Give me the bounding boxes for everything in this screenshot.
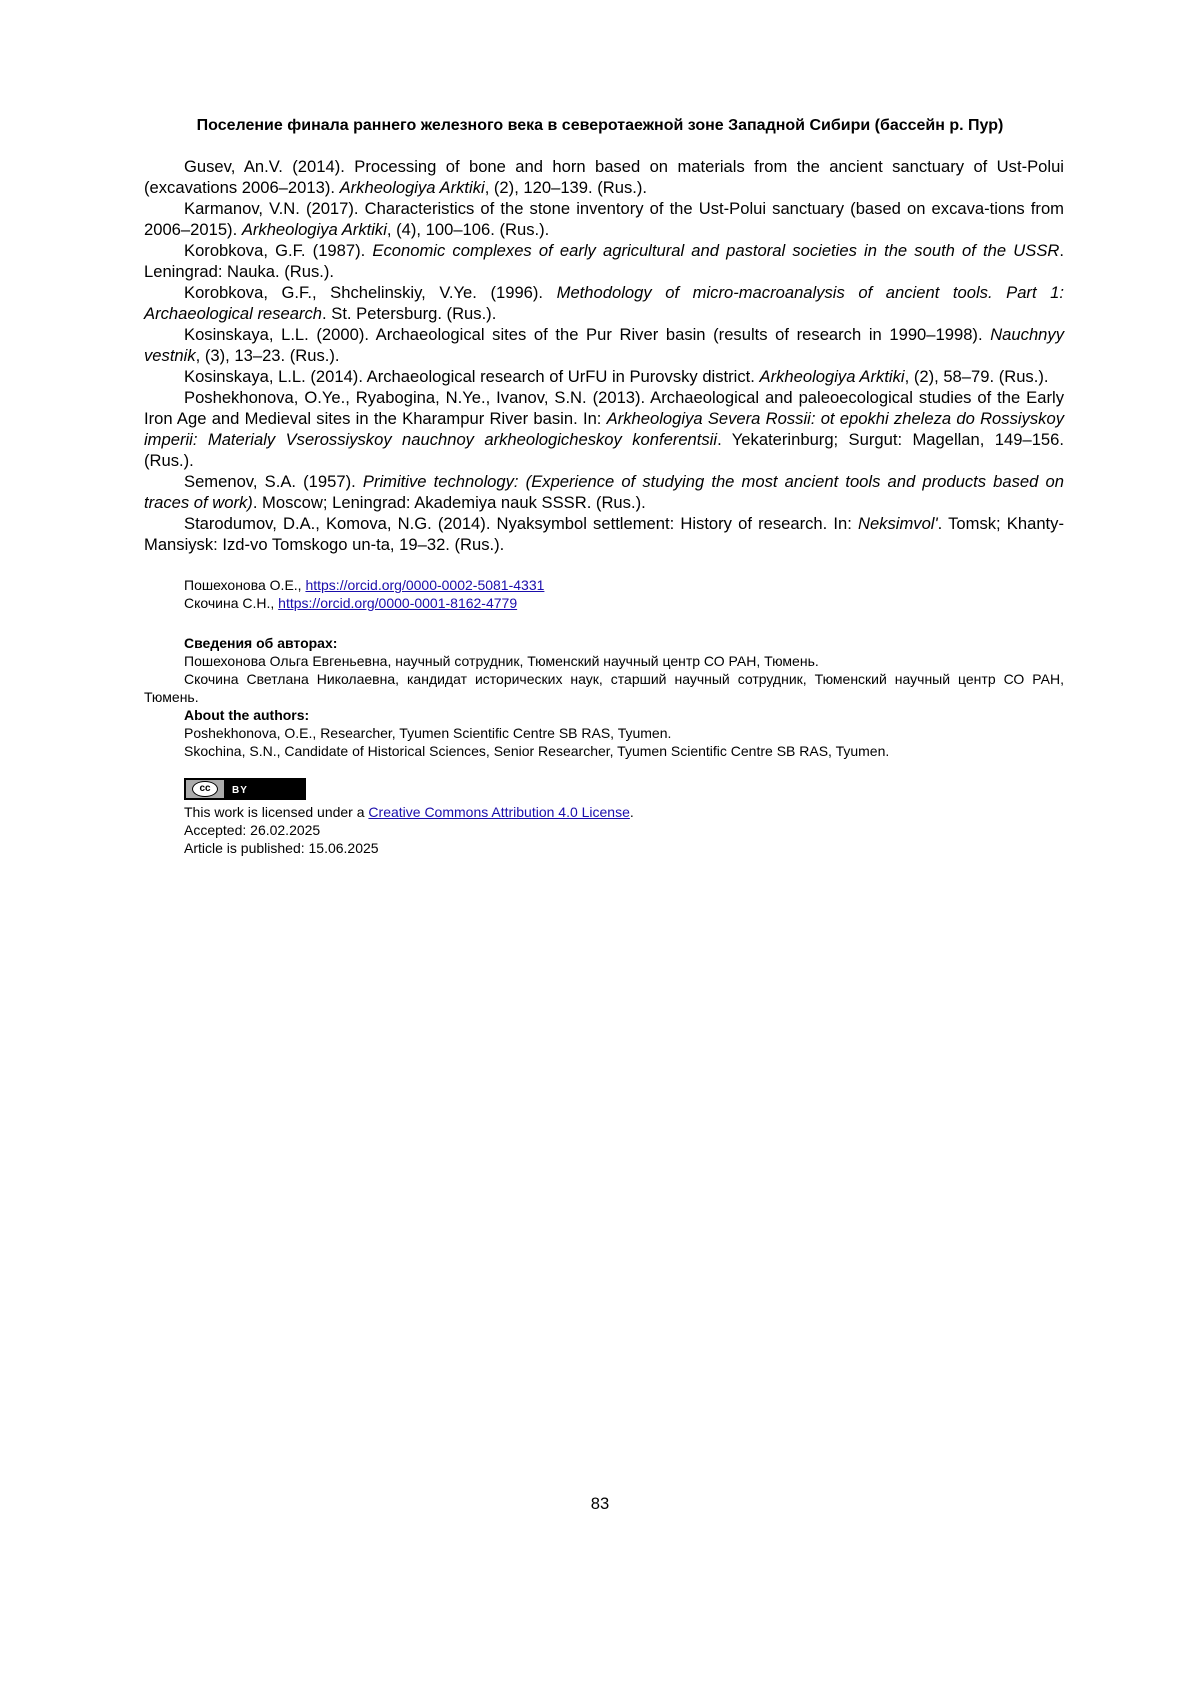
reference-source: Arkheologiya Arktiki	[759, 367, 905, 386]
author-ru-line: Пошехонова Ольга Евгеньевна, научный сотрудник, Тюменский научный центр СО РАН, Тюмень.	[184, 653, 819, 669]
references-list	[144, 156, 1064, 555]
orcid-list	[144, 576, 1104, 612]
reference-source: Methodology of micro-macroanalysis of ancient tools. Part 1: Archaeological research	[144, 283, 1064, 323]
orcid-item	[184, 576, 1104, 594]
reference-details: . Moscow; Leningrad: Akademiya nauk SSSR. (Rus.).	[252, 493, 646, 512]
cc-by-badge[interactable]	[184, 778, 306, 800]
accepted-date: Accepted: 26.02.2025	[184, 822, 321, 838]
reference-details: . Yekaterinburg; Surgut: Magellan, 149–156. (Rus.).	[144, 430, 1064, 470]
reference-source: Economic complexes of early agricultural and pastoral societies in the south of the USSR	[372, 241, 1060, 260]
reference-source: Nauchnyy vestnik	[144, 325, 1064, 365]
reference-text: Kosinskaya, L.L. (2014). Archaeological research of UrFU in Purovsky district.	[184, 367, 760, 386]
license-text-pre: This work is licensed under a	[184, 804, 369, 820]
reference-text: Korobkova, G.F. (1987).	[184, 241, 373, 260]
orcid-item	[184, 594, 1104, 612]
page-number: 83	[590, 1494, 610, 1513]
orcid-author-name: Пошехонова О.Е.,	[184, 577, 306, 593]
reference-item	[144, 513, 1064, 555]
reference-text: Kosinskaya, L.L. (2000). Archaeological sites of the Pur River basin (results of research in 1990–1998).	[184, 325, 991, 344]
orcid-author-name: Скочина С.Н.,	[184, 595, 279, 611]
reference-details: , (4), 100–106. (Rus.).	[386, 220, 550, 239]
reference-item	[144, 198, 1064, 240]
license-link[interactable]: Creative Commons Attribution 4.0 License	[368, 804, 630, 820]
reference-item	[144, 240, 1064, 282]
cc-badge-left	[186, 780, 224, 798]
reference-source: Arkheologiya Arktiki	[241, 220, 387, 239]
reference-text: Poshekhonova, O.Ye., Ryabogina, N.Ye., Ivanov, S.N. (2013). Archaeological and paleoecological studies of the Early Iron Age and Medieval sites in the Kharampur River basin. In:	[144, 388, 1064, 428]
reference-source: Arkheologiya Arktiki	[339, 178, 485, 197]
reference-details: . Leningrad: Nauka. (Rus.).	[144, 241, 1064, 281]
orcid-link[interactable]: https://orcid.org/0000-0001-8162-4779	[278, 595, 518, 611]
reference-source: Primitive technology: (Experience of studying the most ancient tools and products based on traces of work)	[144, 472, 1064, 512]
reference-details: , (2), 58–79. (Rus.).	[904, 367, 1049, 386]
reference-details: , (3), 13–23. (Rus.).	[195, 346, 340, 365]
reference-item	[144, 324, 1064, 366]
reference-details: , (2), 120–139. (Rus.).	[484, 178, 648, 197]
reference-details: . St. Petersburg. (Rus.).	[322, 304, 497, 323]
reference-details: . Tomsk; Khanty-Mansiysk: Izd-vo Tomskogo un-ta, 19–32. (Rus.).	[144, 514, 1064, 554]
license-text	[184, 803, 634, 821]
license-text-post: .	[629, 804, 634, 820]
authors-ru-heading: Сведения об авторах:	[184, 635, 338, 651]
published-date: Article is published: 15.06.2025	[184, 840, 379, 856]
reference-text: Karmanov, V.N. (2017). Characteristics of the stone inventory of the Ust-Polui sanctuary (based on excava-tions from 2006–2015).	[144, 199, 1064, 239]
reference-text: Korobkova, G.F., Shchelinskiy, V.Ye. (1996).	[184, 283, 557, 302]
authors-info	[144, 634, 1064, 760]
running-header-title: Поселение финала раннего железного века в северотаежной зоне Западной Сибири (бассейн р. Пур)	[196, 117, 1004, 134]
author-en-line: Poshekhonova, O.E., Researcher, Tyumen Scientific Centre SB RAS, Tyumen.	[184, 725, 672, 741]
reference-item	[144, 471, 1064, 513]
cc-icon: cc	[192, 781, 218, 797]
author-ru-line: Скочина Светлана Николаевна, кандидат исторических наук, старший научный сотрудник, Тюменский научный центр СО РАН, Тюмень.	[144, 671, 1064, 705]
orcid-link[interactable]: https://orcid.org/0000-0002-5081-4331	[305, 577, 545, 593]
reference-item	[144, 387, 1064, 471]
reference-item	[144, 156, 1064, 198]
by-icon: BY	[232, 785, 248, 796]
authors-en-heading: About the authors:	[184, 707, 310, 723]
reference-text: Gusev, An.V. (2014). Processing of bone and horn based on materials from the ancient sanctuary of Ust-Polui (excavations 2006–2013).	[144, 157, 1064, 197]
reference-item	[144, 282, 1064, 324]
reference-item	[144, 366, 1064, 387]
reference-source: Arkheologiya Severa Rossii: ot epokhi zheleza do Rossiyskoy imperii: Materialy Vserossiyskoy nauchnoy arkheologicheskoy konferentsii	[144, 409, 1064, 449]
reference-text: Semenov, S.A. (1957).	[184, 472, 363, 491]
reference-source: Neksimvol'	[857, 514, 938, 533]
license-block	[184, 778, 634, 857]
author-en-line: Skochina, S.N., Candidate of Historical Sciences, Senior Researcher, Tyumen Scientific Centre SB RAS, Tyumen.	[184, 743, 890, 759]
reference-text: Starodumov, D.A., Komova, N.G. (2014). Nyaksymbol settlement: History of research. In:	[184, 514, 858, 533]
